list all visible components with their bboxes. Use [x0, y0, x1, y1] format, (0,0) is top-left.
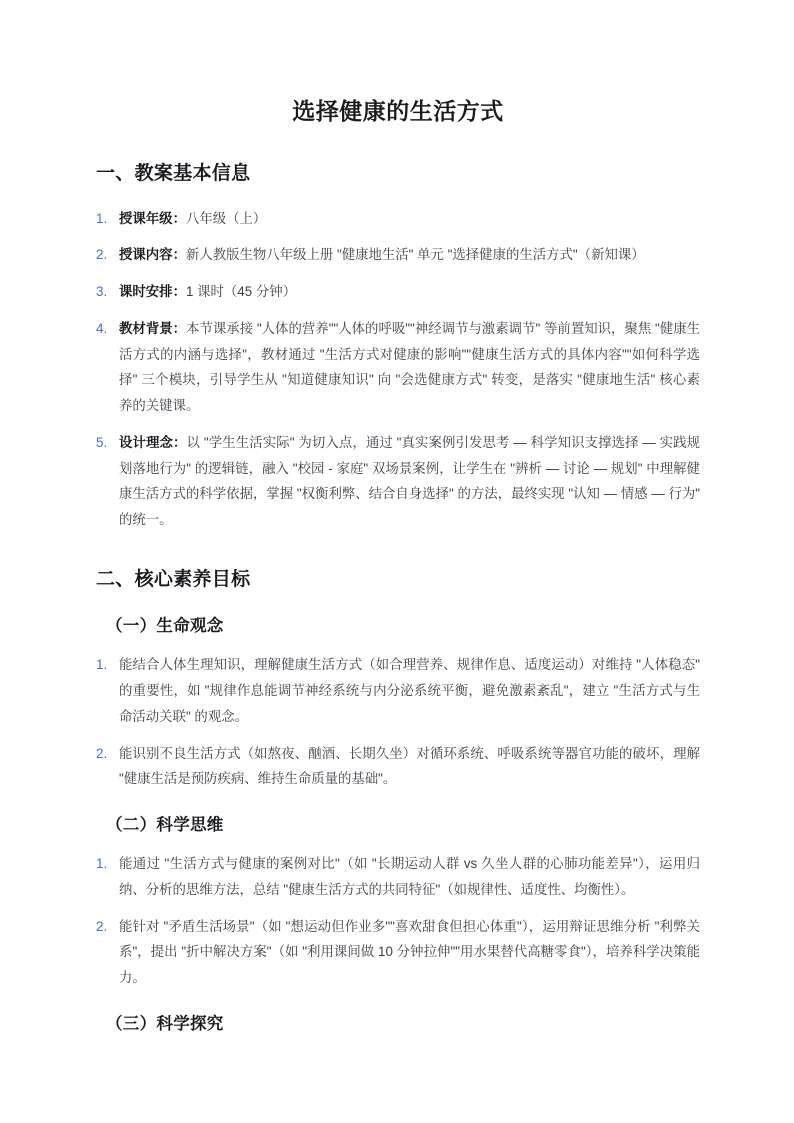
list-marker: 3. — [96, 284, 108, 300]
life-concept-list — [96, 652, 700, 792]
item-text: 能针对 "矛盾生活场景"（如 "想运动但作业多""喜欢甜食但担心体重"），运用辩证思维分析 "利弊关系"，提出 "折中解决方案"（如 "利用课间做 10 分钟拉伸""用水果替代高糖零食"），培养科学决策能力。 — [119, 918, 700, 986]
item-label: 设计理念 — [119, 434, 174, 450]
list-marker: 2. — [96, 745, 108, 761]
list-item — [96, 851, 700, 902]
list-item — [96, 206, 700, 232]
list-item — [96, 741, 700, 792]
subsection-heading-scientific-thinking: （二）科学思维 — [106, 816, 224, 835]
item-separator: ： — [172, 320, 187, 336]
basic-info-list — [96, 206, 700, 533]
item-text: 1 课时（45 分钟） — [185, 284, 297, 300]
section-heading-1: 一、教案基本信息 — [96, 163, 251, 185]
item-separator: ： — [172, 247, 186, 263]
item-text: 以 "学生生活实际" 为切入点，通过 "真实案例引发思考 — 科学知识支撑选择 — 实践规划落地行为" 的逻辑链，融入 "校园 - 家庭" 双场景案例，让学生在 "辨析 — 讨论 — 规划" 中理解健康生活方式的科学依据，掌握 "权衡利弊、结合自身选择" 的方法，最终实现 "认知 — 情感 — 行为" 的统一。 — [119, 434, 701, 527]
list-marker: 2. — [96, 247, 108, 263]
item-text: 能结合人体生理知识，理解健康生活方式（如合理营养、规律作息、适度运动）对维持 "人体稳态" 的重要性，如 "规律作息能调节神经系统与内分泌系统平衡，避免激素紊乱"，建立 "生活方式与生命活动关联" 的观念。 — [119, 657, 700, 724]
item-label: 教材背景 — [119, 320, 173, 336]
list-item — [96, 914, 700, 991]
list-marker: 2. — [96, 918, 108, 934]
item-text: 能识别不良生活方式（如熬夜、酗酒、长期久坐）对循环系统、呼吸系统等器官功能的破坏，理解 "健康生活是预防疾病、维持生命质量的基础"。 — [119, 745, 700, 787]
page-title: 选择健康的生活方式 — [292, 98, 504, 124]
list-item — [96, 242, 700, 268]
list-marker: 5. — [96, 434, 108, 450]
section-heading-2: 二、核心素养目标 — [96, 568, 251, 590]
list-marker: 1. — [96, 856, 108, 872]
item-text: 本节课承接 "人体的营养""人体的呼吸""神经调节与激素调节" 等前置知识，聚焦 "健康生活方式的内涵与选择"，教材通过 "生活方式对健康的影响""健康生活方式的具体内容""如何科学选择" 三个模块，引导学生从 "知道健康知识" 向 "会选健康方式" 转变，是落实 "健康地生活" 核心素养的关键课。 — [119, 320, 701, 414]
item-text: 八年级（上） — [185, 210, 267, 226]
item-text: 能通过 "生活方式与健康的案例对比"（如 "长期运动人群 vs 久坐人群的心肺功能差异"），运用归纳、分析的思维方法，总结 "健康生活方式的共同特征"（如规律性、适度性、均衡性）。 — [119, 856, 700, 897]
item-label: 课时安排 — [119, 284, 173, 300]
list-marker: 4. — [96, 320, 108, 336]
scientific-thinking-list — [96, 851, 700, 991]
list-item — [96, 316, 700, 419]
list-marker: 1. — [96, 210, 108, 226]
subsection-heading-life-concept: （一）生命观念 — [106, 617, 224, 636]
list-item — [96, 279, 700, 305]
item-separator: ： — [172, 284, 186, 300]
item-label: 授课年级 — [119, 210, 173, 226]
subsection-heading-scientific-inquiry: （三）科学探究 — [106, 1014, 224, 1033]
item-label: 授课内容 — [119, 247, 173, 263]
list-marker: 1. — [96, 657, 108, 673]
list-item — [96, 430, 700, 533]
item-separator: ： — [173, 434, 187, 450]
item-text: 新人教版生物八年级上册 "健康地生活" 单元 "选择健康的生活方式"（新知课） — [185, 247, 645, 263]
list-item — [96, 652, 700, 729]
item-separator: ： — [172, 210, 186, 226]
